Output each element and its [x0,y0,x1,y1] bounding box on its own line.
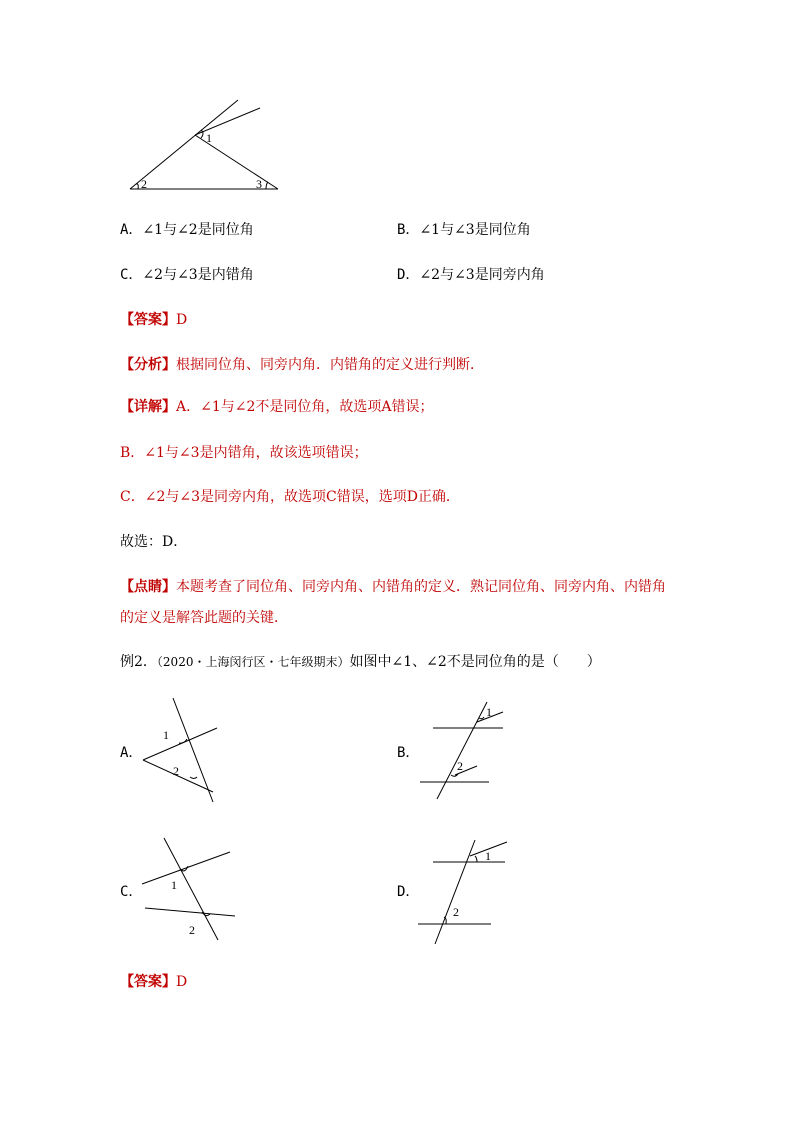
answer-1 [120,310,187,330]
detail-line-a [120,397,434,417]
ex2-option-d-letter: D． [397,884,420,900]
option-b [397,220,531,240]
ex2-b-label-1: 1 [486,705,492,719]
example-2-question [120,652,601,672]
answer-2 [120,972,187,992]
comment-line-2: 的定义是解答此题的关键． [120,610,288,626]
ex2-d-label-1: 1 [485,849,491,863]
answer-1-tag: 【答案】 [120,312,176,328]
ex2-option-c-letter: C． [120,884,143,900]
analysis [120,355,484,375]
option-d-text: ∠2与∠3是同旁内角 [419,267,545,283]
ex2-option-a-letter: A． [120,745,143,761]
ex2-a-label-2: 2 [173,764,179,778]
detail-a-text: A．∠1与∠2不是同位角，故选项A错误； [176,399,434,415]
comment-text-1: 本题考查了同位角、同旁内角、内错角的定义．熟记同位角、同旁内角、内错角 [176,579,666,595]
option-b-letter: B． [397,222,420,238]
answer-1-value: D [176,312,188,328]
ex2-c-label-2: 2 [189,923,195,937]
example-2-prefix: 例2． [120,654,157,670]
option-c-text: ∠2与∠3是内错角 [142,267,254,283]
detail-tag: 【详解】 [120,399,176,415]
option-a [120,220,254,240]
detail-line-b: B．∠1与∠3是内错角，故该选项错误； [120,445,368,461]
option-b-text: ∠1与∠3是同位角 [419,222,531,238]
ex2-figure-a [135,695,225,805]
option-d-letter: D． [397,267,420,283]
comment-tag: 【点睛】 [120,579,176,595]
choice-line: 故选：D． [120,534,188,550]
answer-2-value: D [176,974,188,990]
detail-line-c: C．∠2与∠3是同旁内角，故选项C错误，选项D正确． [120,489,460,505]
analysis-text: 根据同位角、同旁内角．内错角的定义进行判断． [176,357,484,373]
option-c [120,265,254,285]
ex2-figure-b [415,700,510,805]
example-2-source: （2020・上海闵行区・七年级期末） [156,655,350,669]
ex2-figure-c [140,836,238,942]
ex2-figure-d [415,838,510,948]
option-d [397,265,545,285]
comment-line-1 [120,577,666,597]
option-a-text: ∠1与∠2是同位角 [142,222,254,238]
option-a-letter: A． [120,222,143,238]
angle-2-label: 2 [141,177,147,191]
ex2-option-b-letter: B． [397,745,420,761]
analysis-tag: 【分析】 [120,357,176,373]
top-triangle-figure [120,92,290,192]
angle-3-label: 3 [256,177,262,191]
example-2-text: 如图中∠1、∠2不是同位角的是（ ） [349,654,601,670]
ex2-b-label-2: 2 [457,759,463,773]
angle-1-label: 1 [206,131,212,145]
answer-2-tag: 【答案】 [120,974,176,990]
option-c-letter: C． [120,267,143,283]
ex2-a-label-1: 1 [163,728,169,742]
ex2-c-label-1: 1 [171,878,177,892]
ex2-d-label-2: 2 [453,905,459,919]
